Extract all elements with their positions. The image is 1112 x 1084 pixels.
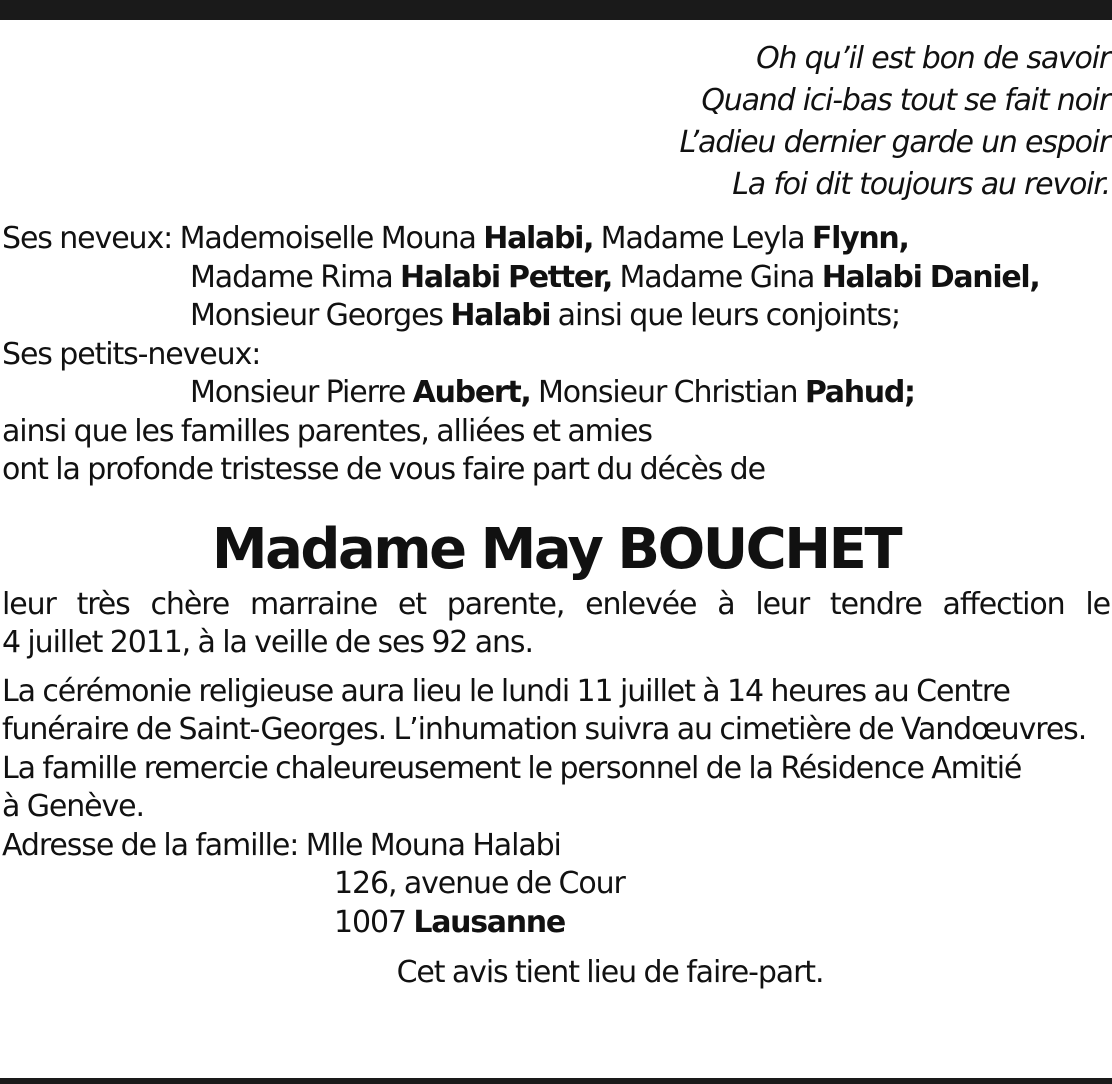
address-street: 126, avenue de Cour [334,866,625,901]
families-line: ainsi que les familles parentes, alliées et amies [2,413,652,449]
description-line-2: 4 juillet 2011, à la veille de ses 92 ans. [2,625,533,660]
poem-line: La foi dit toujours au revoir. [732,167,1110,202]
person-title: Monsieur Georges [190,298,443,333]
grandnephews-label: Ses petits-neveux: [2,336,261,372]
address-city-line [2,904,1110,943]
nephews-line-1 [2,220,1110,259]
person-title: Madame Gina [619,259,815,295]
ceremony-line-1: La cérémonie religieuse aura lieu le lundi 11 juillet à 14 heures au Centre [2,673,1010,709]
nephews-label: Ses neveux: [2,221,173,256]
poem-line: L’adieu dernier garde un espoir [679,125,1110,160]
grandnephews-line [2,374,1110,413]
address-line-1 [2,827,1110,866]
person-title: Mademoiselle Mouna [179,221,476,256]
person-title: Monsieur Pierre [190,375,406,410]
notice-body [2,220,1110,993]
person-surname: Aubert, [412,375,531,410]
conjoints-text: ainsi que leurs conjoints; [557,298,901,333]
poem-line: Oh qu’il est bon de savoir [756,41,1110,76]
address-city: Lausanne [413,904,565,940]
person-surname: Halabi [450,298,551,333]
person-title: Madame Rima [190,259,393,295]
announce-line: ont la profonde tristesse de vous faire part du décès de [2,452,765,487]
person-surname: Pahud; [804,375,915,410]
person-title: Monsieur Christian [537,375,798,410]
address-postal: 1007 [334,904,406,940]
nephews-line-2 [2,259,1110,298]
poem-verse [680,38,1110,206]
deceased-name: Madame May BOUCHET [211,516,901,582]
top-border-rule [0,0,1112,20]
footer-note: Cet avis tient lieu de faire-part. [396,955,824,990]
person-surname: Halabi Petter, [400,259,613,295]
description-line-1: leur très chère marraine et parente, enlevée à leur tendre affection le [2,586,1110,622]
ceremony-line-2: funéraire de Saint-Georges. L’inhumation suivra au cimetière de Vandœuvres. [2,712,1087,747]
address-name: Mlle Mouna Halabi [305,827,561,863]
bottom-border-rule [0,1078,1112,1084]
address-label: Adresse de la famille: [2,827,299,863]
poem-line: Quand ici-bas tout se fait noir [701,83,1110,118]
person-surname: Halabi, [483,221,594,256]
ceremony-line-3: La famille remercie chaleureusement le personnel de la Résidence Amitié [2,750,1022,786]
ceremony-line-4: à Genève. [2,789,144,824]
ceremony-paragraph [2,673,1110,827]
person-title: Madame Leyla [600,221,805,256]
person-surname: Flynn, [811,221,909,256]
person-surname: Halabi Daniel, [821,259,1040,295]
nephews-line-3 [2,297,1110,336]
